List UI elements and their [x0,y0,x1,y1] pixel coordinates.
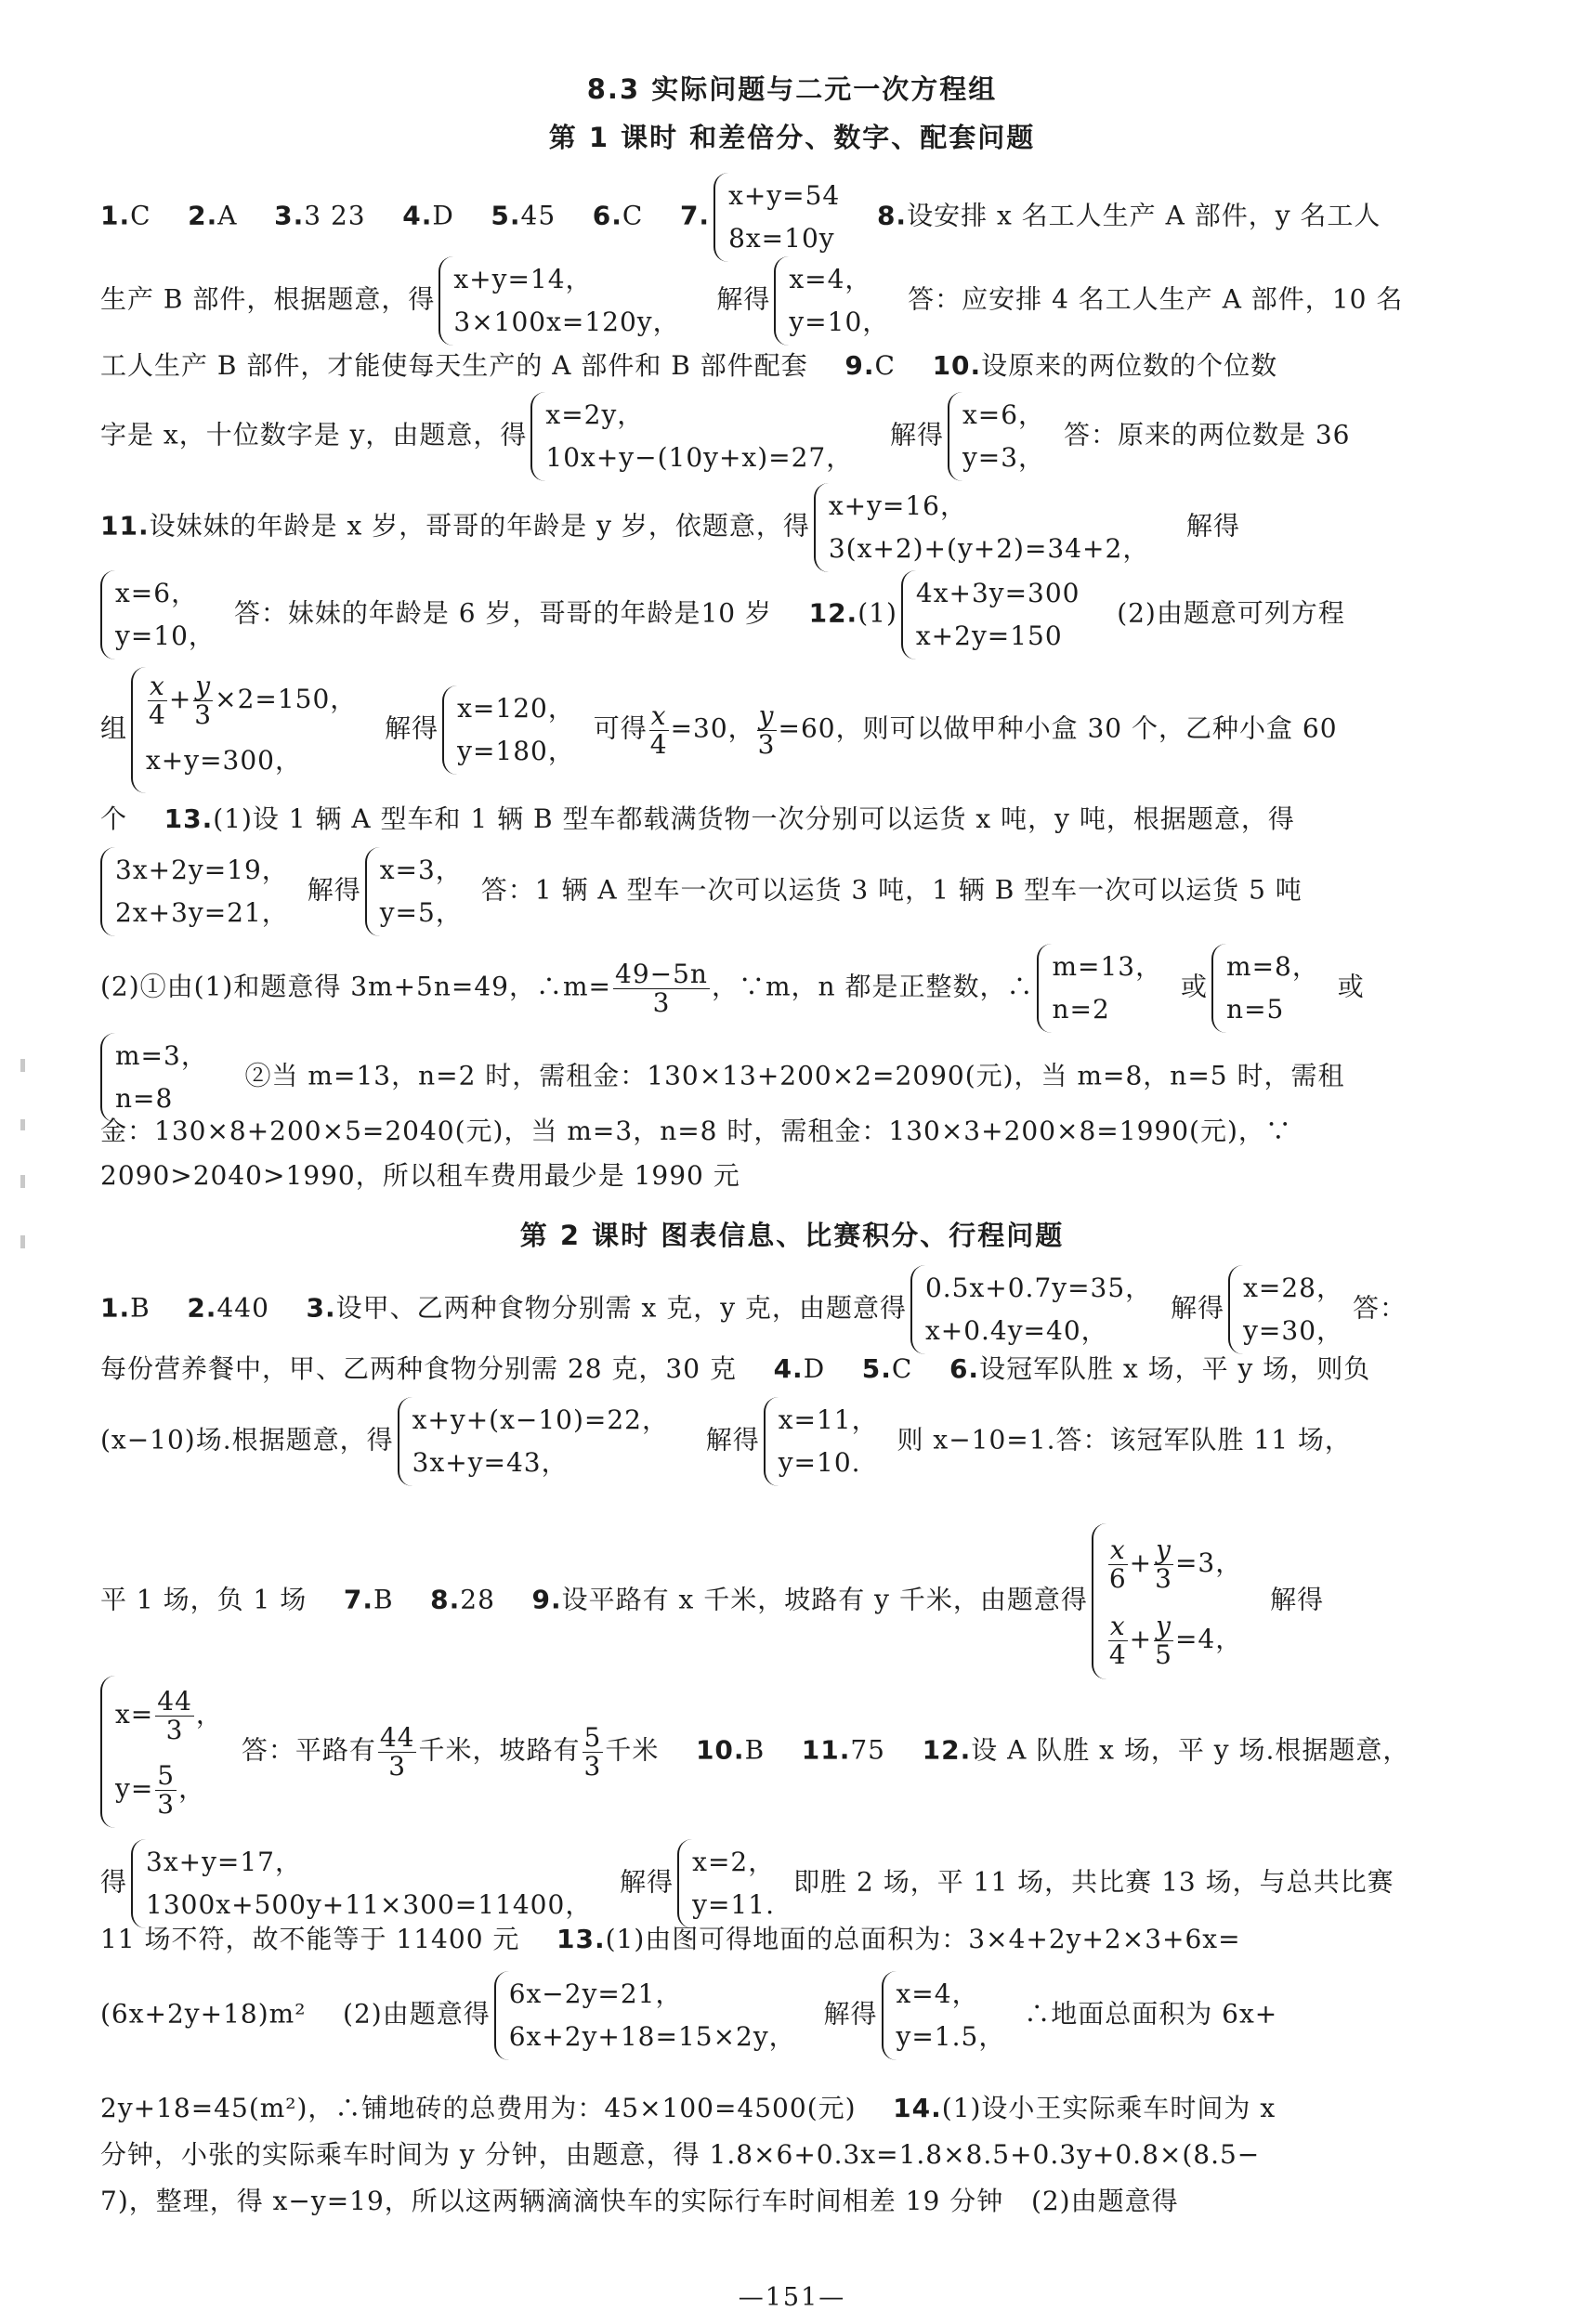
equation-system: 6x−2y=21， 6x+2y+18=15×2y， [494,1971,802,2060]
solution-system: x=28， y=30， [1228,1265,1349,1354]
equation-system: 3x+2y=19， 2x+3y=21， [100,847,295,936]
answer-line: 工人生产 B 部件，才能使每天生产的 A 部件和 B 部件配套 9.C 10.设原来的两位数的个位数 [100,350,1278,381]
solution-system: x=4， y=1.5， [882,1971,1012,2060]
section-title: 8.3 实际问题与二元一次方程组 [586,73,998,105]
answer-line: 分钟，小张的实际乘车时间为 y 分钟，由题意，得 1.8×6+0.3x=1.8×8.5+0.3y+0.8×(8.5− [100,2139,1261,2170]
equation-system: $\frac{x}{4}$ + $\frac{y}{3}$ ×2=150， x+y=300， [131,667,362,793]
equation-system: 3x+y=17， 1300x+500y+11×300=11400， [131,1839,597,1928]
solution-system: x=6， y=10， [100,570,221,659]
answer-line: 得 3x+y=17， 1300x+500y+11×300=11400， 解得 x=2， y=11. 即胜 2 场，平 11 场，共比赛 13 场，与总共比赛 [100,1839,1485,1928]
answer-line: 个 13.(1)设 1 辆 A 型车和 1 辆 B 型车都载满货物一次分别可以运货 x 吨，y 吨，根据题意，得 [100,803,1295,834]
case-system: m=8， n=5 [1211,944,1325,1033]
fraction: $\frac{49-5n}{3}$ [615,958,708,1018]
solution-system: x=2， y=11. [677,1839,780,1928]
answer-line: x=6， y=10， 答：妹妹的年龄是 6 岁，哥哥的年龄是10 岁 12.(1) 4x+3y=300 x+2y=150 (2)由题意可列方程 [100,570,1485,659]
answer-line: 11 场不符，故不能等于 11400 元 13.(1)由图可得地面的总面积为：3×4+2y+2×3+6x= [100,1924,1241,1954]
answer-line: m=3， n=8 ②当 m=13，n=2 时，需租金：130×13+200×2=2090(元)，当 m=8，n=5 时，需租 [100,1033,1485,1122]
case-system: m=3， n=8 [100,1033,214,1122]
answer-line: 每份营养餐中，甲、乙两种食物分别需 28 克，30 克 4.D 5.C 6.设冠军队胜 x 场，平 y 场，则负 [100,1353,1371,1384]
scan-mark [20,1059,25,1072]
answer-line: 字是 x，十位数字是 y，由题意，得 x=2y， 10x+y−(10y+x)=27， 解得 x=6， y=3， 答：原来的两位数是 36 [100,392,1485,481]
answer-line: (2)①由(1)和题意得 3m+5n=49，∴m= $\frac{49-5n}{3}$ ，∵m，n 都是正整数，∴ m=13， n=2 或 m=8， n=5 或 [100,944,1485,1033]
answer-line: (6x+2y+18)m² (2)由题意得 6x−2y=21， 6x+2y+18=15×2y， 解得 x=4， y=1.5， ∴地面总面积为 6x+ [100,1971,1485,2060]
equation-system: 4x+3y=300 x+2y=150 [901,570,1086,659]
equation-system: x+y=54 8x=10y [713,173,845,262]
answer-line: 11.设妹妹的年龄是 x 岁，哥哥的年龄是 y 岁，依题意，得 x+y=16， 3(x+2)+(y+2)=34+2， 解得 [100,483,1485,572]
equation-system: x+y=16， 3(x+2)+(y+2)=34+2， [814,483,1156,572]
lesson-1-title: 第 1 课时 和差倍分、数字、配套问题 [548,122,1036,153]
equation-system: $\frac{x}{6}$ + $\frac{y}{3}$ =3， $\frac{x}{4}$ + $\frac{y}{5}$ =4， [1092,1523,1248,1679]
answer-line: 2090>2040>1990，所以租车费用最少是 1990 元 [100,1160,740,1191]
answer-line: 组 $\frac{x}{4}$ + $\frac{y}{3}$ ×2=150， x+y=300， 解得 x=120， y=180， 可得 $\frac{x}{4}$ =30， $\frac{y}{3}$ =60，则可以做甲种小盒 30 个，乙种小盒 60 [100,667,1485,793]
answer-line: 3x+2y=19， 2x+3y=21， 解得 x=3， y=5， 答：1 辆 A 型车一次可以运货 3 吨，1 辆 B 型车一次可以运货 5 吨 [100,847,1485,936]
scan-mark [20,1119,25,1130]
answer-line: 平 1 场，负 1 场 7.B 8.28 9.设平路有 x 千米，坡路有 y 千米，由题意得 $\frac{x}{6}$ + $\frac{y}{3}$ =3， $\frac{x}{4}$ + $\frac{y}{5}$ =4， 解得 [100,1523,1485,1679]
equation-system: x=2y， 10x+y−(10y+x)=27， [530,392,858,481]
answer-line: 1.C 2.A 3.3 23 4.D 5.45 6.C 7. x+y=54 8x=10y 8.设安排 x 名工人生产 A 部件，y 名工人 [100,173,1485,262]
solution-system: x=6， y=3， [948,392,1051,481]
lesson-2-title: 第 2 课时 图表信息、比赛积分、行程问题 [519,1220,1065,1251]
page-number: —151— [738,2283,846,2312]
answer-line: (x−10)场.根据题意，得 x+y+(x−10)=22， 3x+y=43， 解得 x=11， y=10. 则 x−10=1.答：该冠军队胜 11 场， [100,1397,1485,1486]
equation-system: x+y=14， 3×100x=120y， [439,256,685,346]
answer-line: 生产 B 部件，根据题意，得 x+y=14， 3×100x=120y， 解得 x=4， y=10， 答：应安排 4 名工人生产 A 部件，10 名 [100,256,1485,346]
equation-system: x+y+(x−10)=22， 3x+y=43， [398,1397,674,1486]
answer-line: 7)，整理，得 x−y=19，所以这两辆滴滴快车的实际行车时间相差 19 分钟 (2)由题意得 [100,2186,1179,2216]
solution-system: x=4， y=10， [774,256,895,346]
scan-mark [20,1175,25,1188]
solution-system: x=11， y=10. [764,1397,884,1486]
answer-line: 1.B 2.440 3.设甲、乙两种食物分别需 x 克，y 克，由题意得 0.5x+0.7y=35， x+0.4y=40， 解得 x=28， y=30， 答： [100,1265,1485,1354]
case-system: m=13， n=2 [1037,944,1168,1033]
solution-system: x=3， y=5， [365,847,468,936]
answer-line: 金：130×8+200×5=2040(元)，当 m=3，n=8 时，需租金：130×3+200×8=1990(元)，∵ [100,1116,1292,1146]
equation-system: 0.5x+0.7y=35， x+0.4y=40， [910,1265,1158,1354]
solution-system: x=120， y=180， [442,685,581,775]
answer-line: x= $\frac{44}{3}$ ， y= $\frac{5}{3}$ ， 答：平路有 $\frac{44}{3}$ 千米，坡路有 $\frac{5}{3}$ 千米 10.B 11.75 12.设 A 队胜 x 场，平 y 场.根据题意， [100,1676,1485,1828]
solution-system: x= $\frac{44}{3}$ ， y= $\frac{5}{3}$ ， [100,1676,229,1828]
answer-line: 2y+18=45(m²)，∴铺地砖的总费用为：45×100=4500(元) 14.(1)设小王实际乘车时间为 x [100,2093,1276,2123]
